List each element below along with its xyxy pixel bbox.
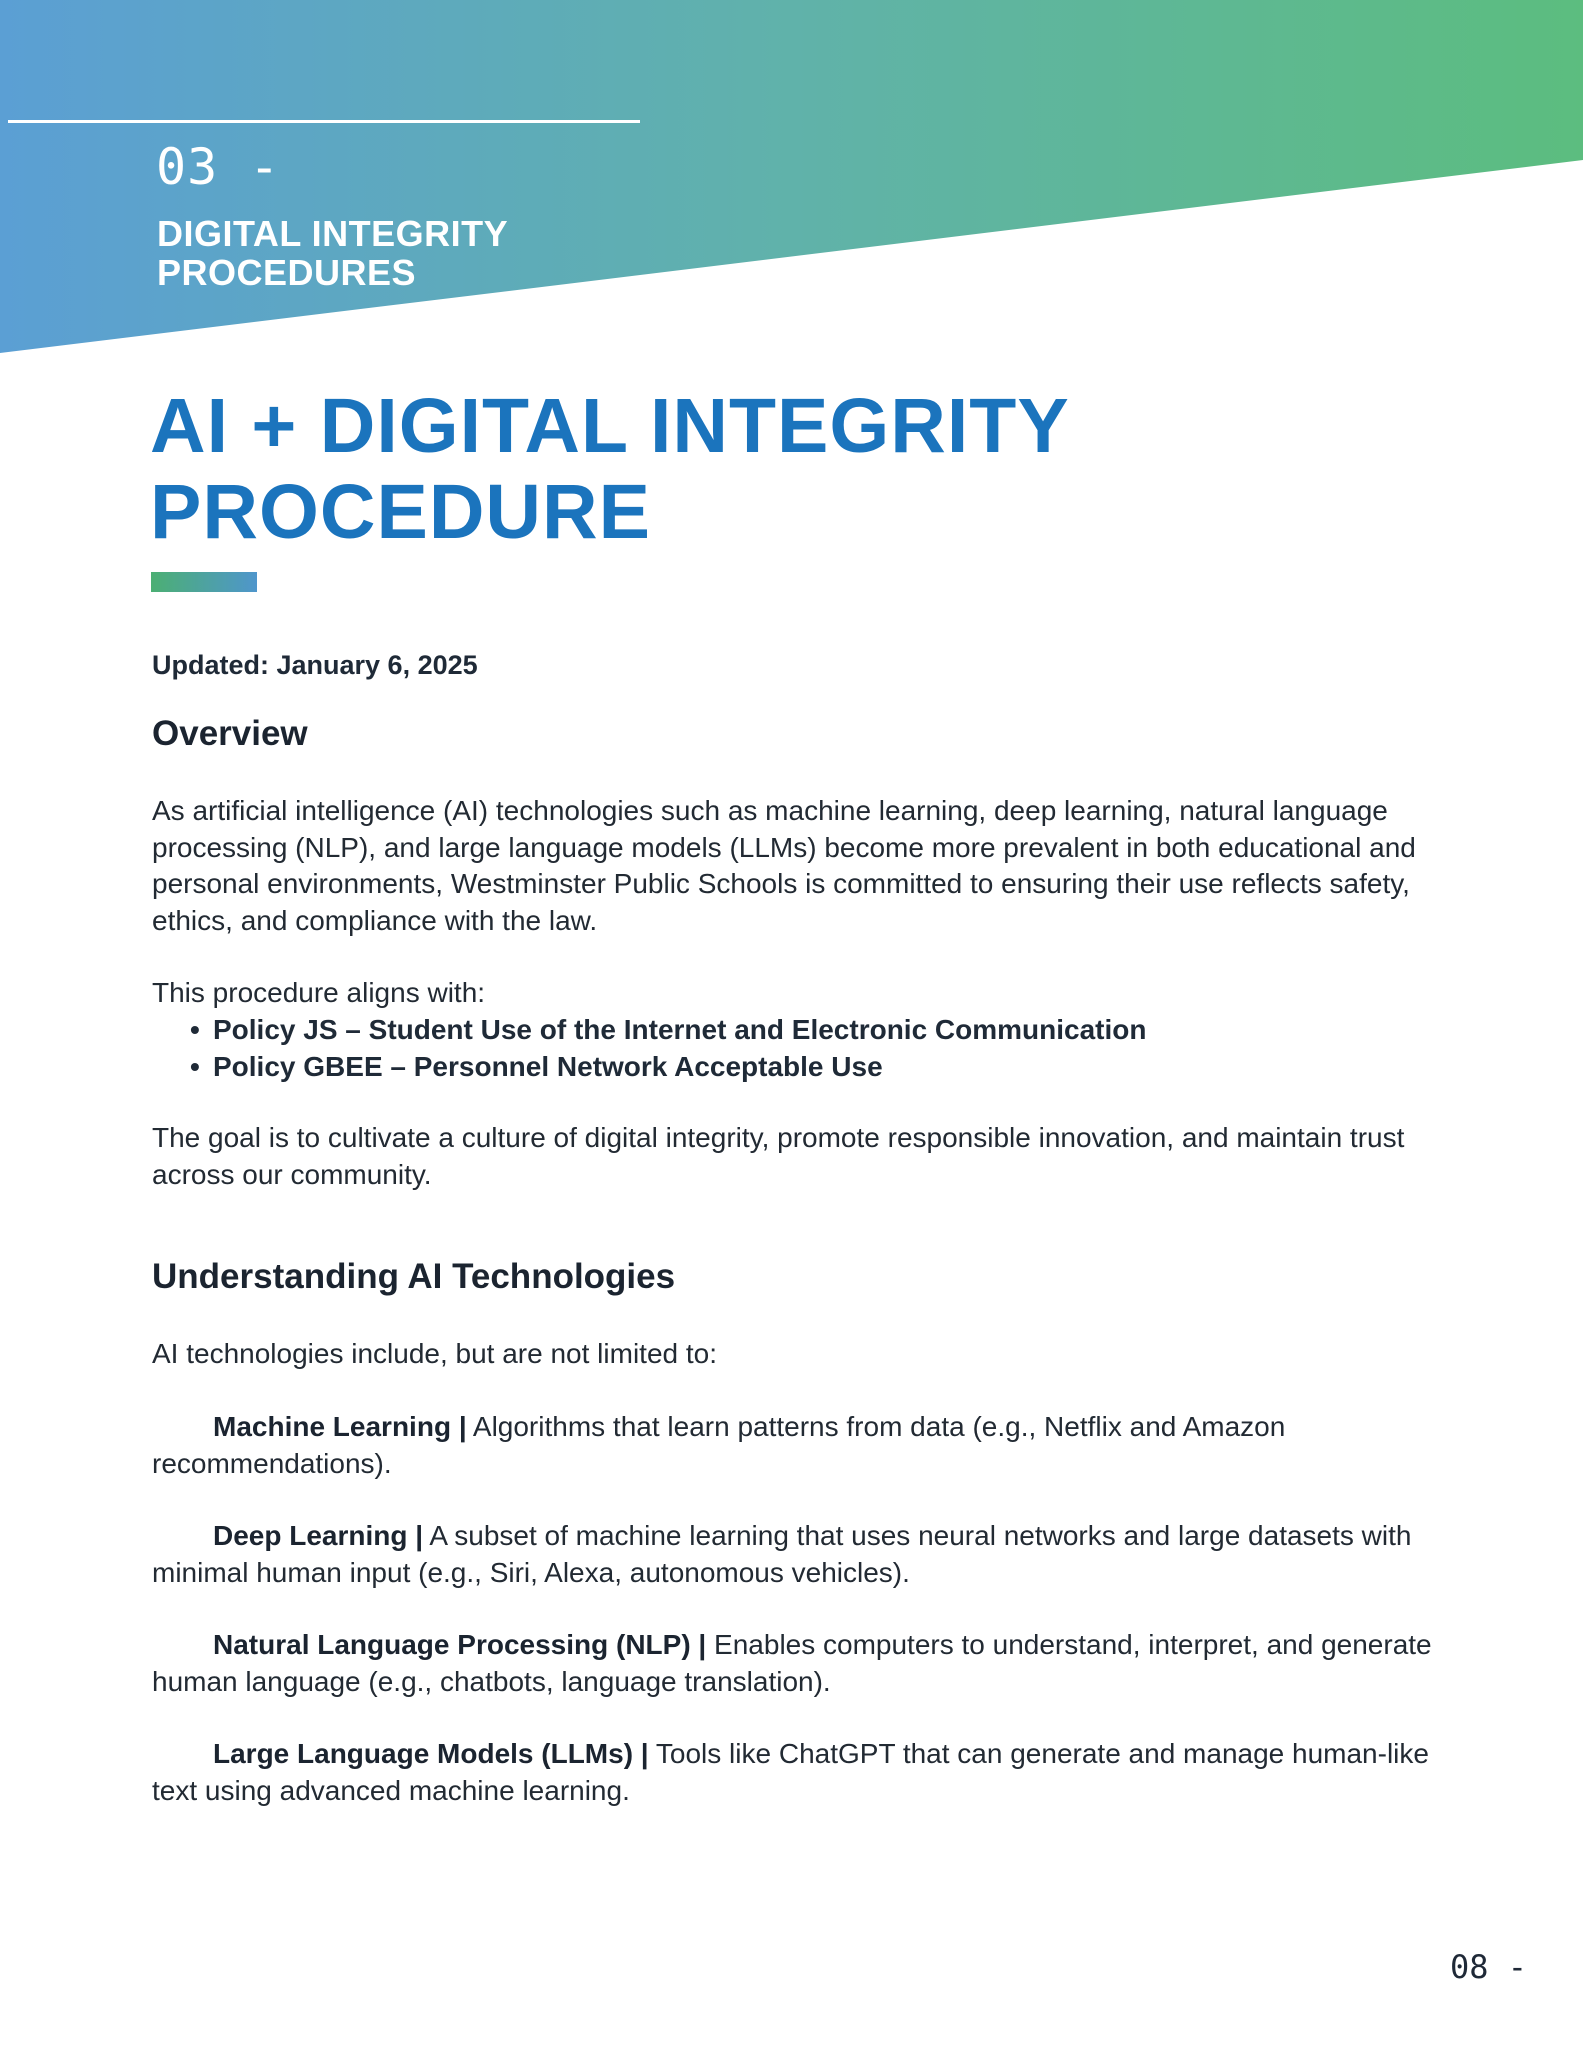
term-definition xyxy=(152,1736,1452,1809)
page-title xyxy=(150,383,1400,555)
aligns-intro: This procedure aligns with: xyxy=(152,977,486,1008)
title-accent-bar xyxy=(151,572,257,592)
term-description: A subset of machine learning that uses neural networks and large datasets with minimal human input (e.g., Siri, Alexa, autonomous vehicles). xyxy=(152,1520,1412,1588)
overview-heading: Overview xyxy=(152,714,308,753)
understanding-intro: AI technologies include, but are not limited to: xyxy=(152,1338,718,1369)
section-title xyxy=(157,214,717,292)
section-title-line: DIGITAL INTEGRITY xyxy=(157,213,509,254)
list-item xyxy=(152,1048,1452,1085)
policy-item: Policy GBEE – Personnel Network Acceptable Use xyxy=(213,1051,883,1082)
understanding-heading: Understanding AI Technologies xyxy=(152,1257,676,1296)
policy-item: Policy JS – Student Use of the Internet and Electronic Communication xyxy=(213,1014,1147,1045)
term-label: Machine Learning | xyxy=(213,1411,467,1442)
page-number: 08 - xyxy=(1450,1948,1528,1986)
term-definition xyxy=(152,1518,1452,1591)
page-title-line: AI + DIGITAL INTEGRITY xyxy=(150,383,1070,469)
header-divider-line xyxy=(8,120,640,123)
term-definition xyxy=(152,1409,1452,1482)
updated-date: Updated: January 6, 2025 xyxy=(152,650,478,680)
section-title-line: PROCEDURES xyxy=(157,252,417,293)
goal-paragraph: The goal is to cultivate a culture of digital integrity, promote responsible innovation, and maintain trust across our community. xyxy=(152,1122,1405,1190)
term-description: Tools like ChatGPT that can generate and manage human-like text using advanced machine learning. xyxy=(152,1738,1429,1806)
term-label: Large Language Models (LLMs) | xyxy=(213,1738,649,1769)
page-title-line: PROCEDURE xyxy=(150,469,652,555)
policy-list xyxy=(152,1011,1452,1085)
bullet-icon: • xyxy=(190,1014,200,1045)
list-item xyxy=(152,1011,1452,1048)
term-description: Enables computers to understand, interpret, and generate human language (e.g., chatbots, language translation). xyxy=(152,1629,1432,1697)
section-number: 03 - xyxy=(156,138,281,196)
bullet-icon: • xyxy=(190,1051,200,1082)
overview-paragraph: As artificial intelligence (AI) technologies such as machine learning, deep learning, natural language processing (NLP), and large language models (LLMs) become more prevalent in both educational and personal environments, Westminster Public Schools is committed to ensuring their use reflects safety, ethics, and compliance with the law. xyxy=(152,795,1416,936)
term-definition xyxy=(152,1627,1452,1700)
term-label: Natural Language Processing (NLP) | xyxy=(213,1629,707,1660)
term-label: Deep Learning | xyxy=(213,1520,424,1551)
term-description: Algorithms that learn patterns from data (e.g., Netflix and Amazon recommendations). xyxy=(152,1411,1286,1479)
